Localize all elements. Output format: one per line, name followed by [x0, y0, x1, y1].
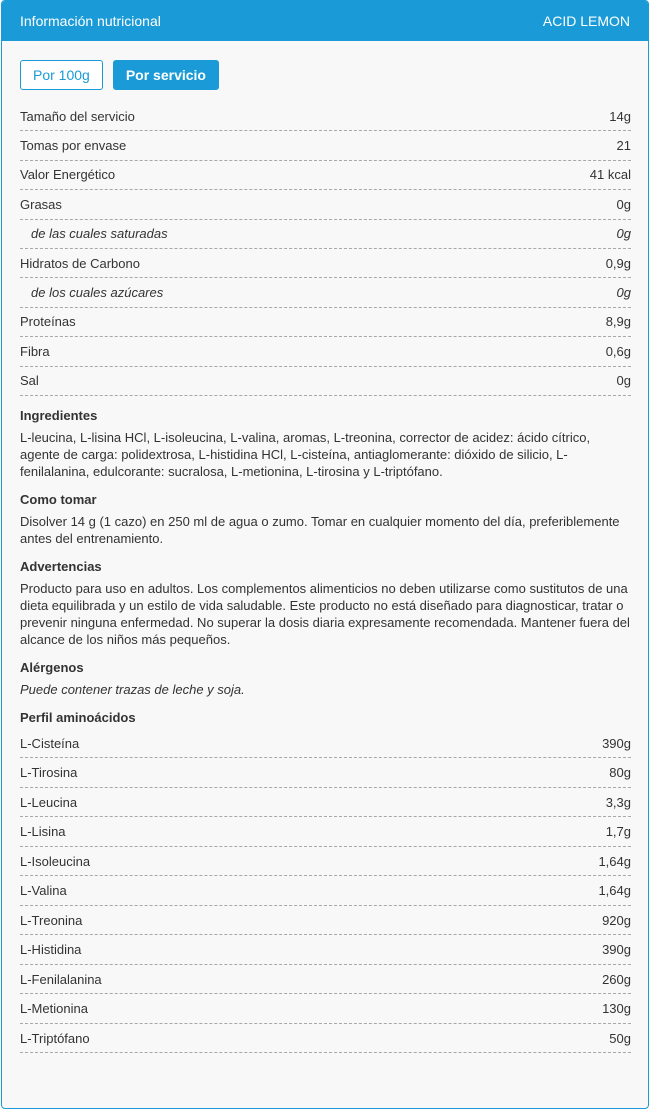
- amino-title: Perfil aminoácidos: [20, 709, 136, 725]
- table-row: [20, 758, 631, 788]
- table-row: [20, 1024, 631, 1054]
- ingredients-title: Ingredientes: [20, 407, 98, 423]
- row-label: Tamaño del servicio: [20, 108, 135, 124]
- panel-header: [2, 1, 648, 41]
- table-row: [20, 817, 631, 847]
- row-label: L-Histidina: [20, 942, 82, 958]
- amino-table: [20, 729, 631, 1054]
- row-value: 0,6g: [605, 343, 631, 359]
- panel-title: Información nutricional: [20, 13, 161, 29]
- row-value: 0g: [616, 196, 631, 212]
- table-row: [20, 337, 631, 366]
- table-row: [20, 161, 631, 190]
- row-label: L-Treonina: [20, 912, 83, 928]
- row-label: Tomas por envase: [20, 138, 127, 154]
- row-value: 50g: [609, 1030, 631, 1046]
- row-label: Valor Energético: [20, 167, 116, 183]
- row-value: 0,9g: [605, 255, 631, 271]
- row-label: L-Fenilalanina: [20, 971, 102, 987]
- table-row: [20, 935, 631, 965]
- row-value: 1,7g: [605, 824, 631, 840]
- tab-per-serving[interactable]: Por servicio: [113, 60, 219, 90]
- allergens-title: Alérgenos: [20, 659, 84, 675]
- row-value: 21: [616, 138, 631, 154]
- tab-per-100g[interactable]: Por 100g: [20, 60, 103, 90]
- row-label: Grasas: [20, 196, 62, 212]
- row-value: 920g: [602, 912, 631, 928]
- nutrition-panel: [1, 0, 649, 1109]
- nutrition-table: [20, 102, 631, 396]
- table-row: [20, 308, 631, 337]
- serving-tabs: [20, 60, 631, 90]
- row-label: L-Cisteína: [20, 735, 80, 751]
- row-value: 390g: [602, 942, 631, 958]
- row-value: 14g: [609, 108, 631, 124]
- row-value: 41 kcal: [589, 167, 631, 183]
- table-row: [20, 190, 631, 219]
- panel-content: [2, 41, 648, 1053]
- table-row: [20, 965, 631, 995]
- table-row: [20, 788, 631, 818]
- ingredients-text: L-leucina, L-lisina HCl, L-isoleucina, L-valina, aromas, L-treonina, corrector de acidez: ácido cítrico, agente de carga: polidextrosa, L-histidina HCl, L-cisteína, antiaglomerante: dióxido de silicio, L-fenilalanina, edulcorante: sucralosa, L-metionina, L-tirosina y L-triptófano.: [20, 429, 591, 479]
- usage-text: Disolver 14 g (1 cazo) en 250 ml de agua o zumo. Tomar en cualquier momento del día, preferiblemente antes del entrenamiento.: [20, 513, 620, 546]
- flavor-label: ACID LEMON: [542, 13, 630, 29]
- row-value: 8,9g: [605, 314, 631, 330]
- row-label: Proteínas: [20, 314, 76, 330]
- row-label: Hidratos de Carbono: [20, 255, 140, 271]
- table-row: [20, 278, 631, 307]
- allergens-text: Puede contener trazas de leche y soja.: [20, 681, 245, 697]
- row-label: L-Tirosina: [20, 765, 78, 781]
- row-value: 390g: [602, 735, 631, 751]
- table-row: [20, 367, 631, 396]
- row-label: de las cuales saturadas: [31, 226, 168, 242]
- table-row: [20, 249, 631, 278]
- row-label: L-Leucina: [20, 794, 78, 810]
- usage-title: Como tomar: [20, 491, 97, 507]
- row-label: L-Isoleucina: [20, 853, 91, 869]
- row-value: 80g: [609, 765, 631, 781]
- table-row: [20, 220, 631, 249]
- row-label: de los cuales azúcares: [31, 285, 164, 301]
- table-row: [20, 994, 631, 1024]
- row-value: 1,64g: [598, 883, 631, 899]
- row-value: 3,3g: [605, 794, 631, 810]
- table-row: [20, 876, 631, 906]
- table-row: [20, 847, 631, 877]
- table-row: [20, 102, 631, 131]
- row-value: 0g: [616, 226, 631, 242]
- table-row: [20, 906, 631, 936]
- row-label: L-Valina: [20, 883, 67, 899]
- row-label: L-Metionina: [20, 1001, 88, 1017]
- row-label: Fibra: [20, 343, 50, 359]
- row-value: 0g: [616, 373, 631, 389]
- table-row: [20, 729, 631, 759]
- row-value: 260g: [602, 971, 631, 987]
- row-label: L-Triptófano: [20, 1030, 90, 1046]
- row-value: 130g: [602, 1001, 631, 1017]
- table-row: [20, 131, 631, 160]
- warnings-title: Advertencias: [20, 558, 102, 574]
- row-label: Sal: [20, 373, 39, 389]
- warnings-text: Producto para uso en adultos. Los complementos alimenticios no deben utilizarse como sustitutos de una dieta equilibrada y un estilo de vida saludable. Este producto no está diseñado para diagnosticar, tratar o prevenir ninguna enfermedad. No superar la dosis diaria expresamente recomendada. Mantener fuera del alcance de los niños más pequeños.: [20, 580, 630, 647]
- row-value: 1,64g: [598, 853, 631, 869]
- row-label: L-Lisina: [20, 824, 66, 840]
- row-value: 0g: [616, 285, 631, 301]
